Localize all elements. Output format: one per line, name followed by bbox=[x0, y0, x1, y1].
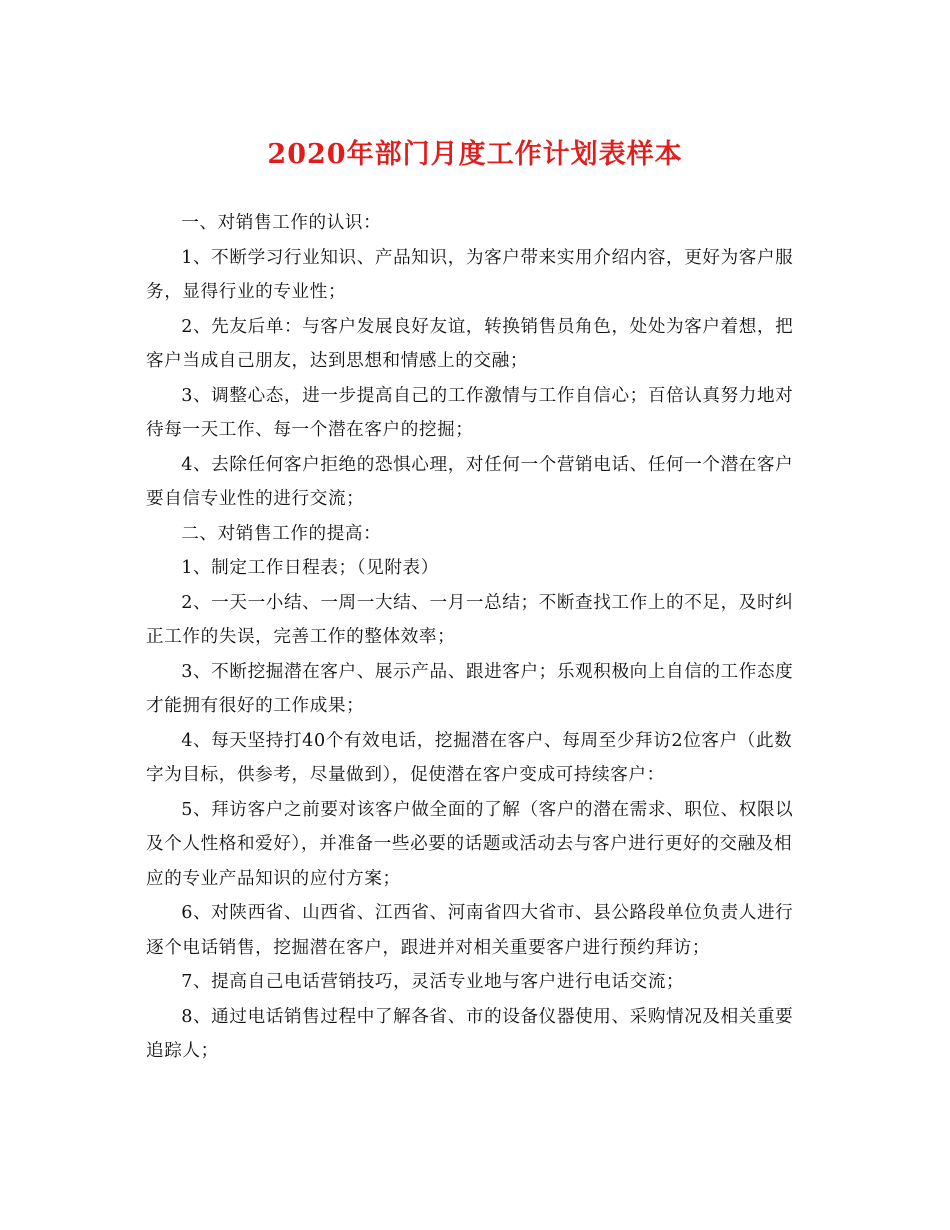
paragraph: 二、对销售工作的提高： bbox=[181, 523, 382, 544]
paragraph: 2、一天一小结、一周一大结、一月一总结；不断查找工作上的不足，及时纠正工作的失误，完善工作的整体效率； bbox=[146, 592, 794, 647]
paragraph: 4、每天坚持打40个有效电话，挖掘潜在客户、每周至少拜访2位客户（此数字为目标，供参考，尽量做到），促使潜在客户变成可持续客户： bbox=[146, 730, 793, 785]
document-title: 2020年部门月度工作计划表样本 bbox=[267, 139, 683, 170]
document-body bbox=[146, 206, 806, 1069]
paragraph: 8、通过电话销售过程中了解各省、市的设备仪器使用、采购情况及相关重要追踪人； bbox=[146, 1006, 794, 1061]
paragraph: 4、去除任何客户拒绝的恐惧心理，对任何一个营销电话、任何一个潜在客户要自信专业性的进行交流； bbox=[146, 454, 794, 509]
paragraph: 6、对陕西省、山西省、江西省、河南省四大省市、县公路段单位负责人进行逐个电话销售，挖掘潜在客户，跟进并对相关重要客户进行预约拜访； bbox=[146, 903, 794, 958]
paragraph: 7、提高自己电话营销技巧，灵活专业地与客户进行电话交流； bbox=[181, 972, 685, 992]
paragraph: 2、先友后单：与客户发展良好友谊，转换销售员角色，处处为客户着想，把客户当成自己朋友，达到思想和情感上的交融； bbox=[146, 316, 794, 371]
paragraph: 3、不断挖掘潜在客户、展示产品、跟进客户；乐观积极向上自信的工作态度才能拥有很好的工作成果； bbox=[146, 661, 794, 716]
paragraph: 1、不断学习行业知识、产品知识，为客户带来实用介绍内容，更好为客户服务，显得行业的专业性； bbox=[146, 247, 794, 302]
paragraph: 1、制定工作日程表；（见附表） bbox=[181, 558, 439, 578]
paragraph: 3、调整心态，进一步提高自己的工作激情与工作自信心；百倍认真努力地对待每一天工作、每一个潜在客户的挖掘； bbox=[146, 385, 794, 440]
paragraph: 一、对销售工作的认识： bbox=[181, 213, 382, 233]
paragraph: 5、拜访客户之前要对该客户做全面的了解（客户的潜在需求、职位、权限以及个人性格和爱好），并准备一些必要的话题或活动去与客户进行更好的交融及相应的专业产品知识的应付方案； bbox=[146, 799, 794, 889]
